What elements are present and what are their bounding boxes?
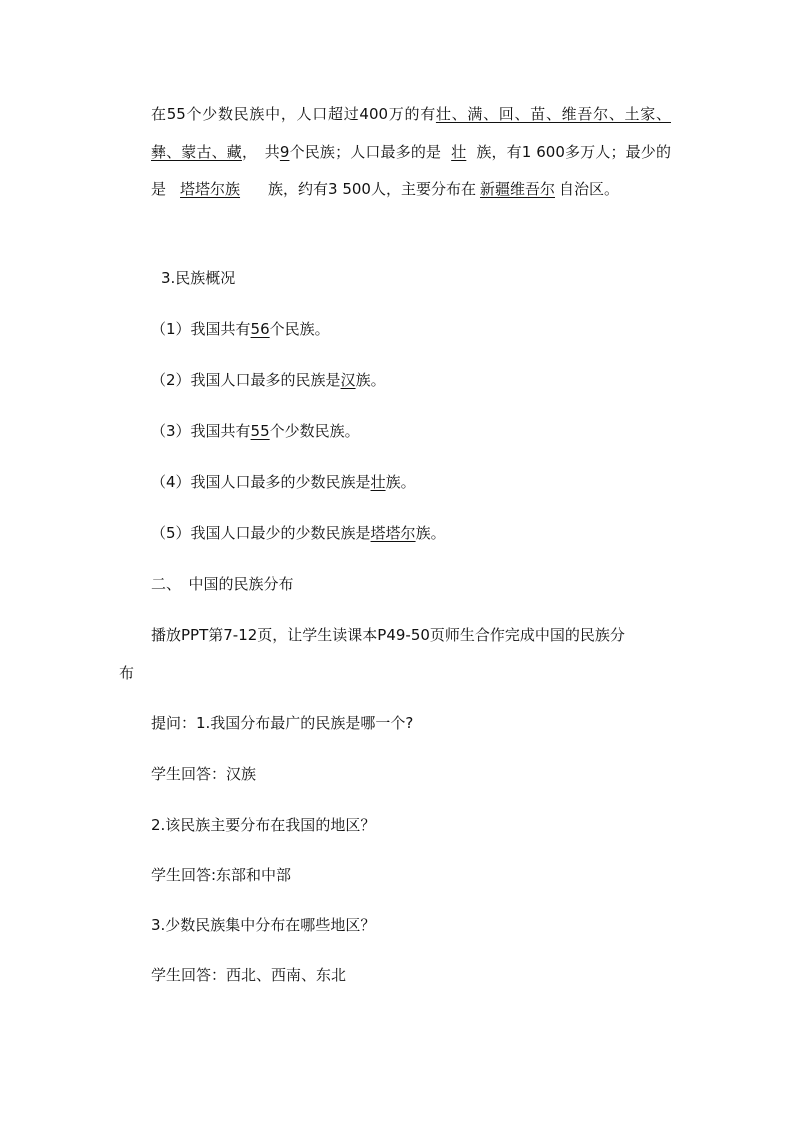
answer-count: 9 xyxy=(279,142,290,161)
intro-text-6: 自治区。 xyxy=(559,180,620,198)
overview-heading: 3.民族概况 xyxy=(161,269,236,287)
overview-item-3 xyxy=(151,421,360,441)
question-3: 3.少数民族集中分布在哪些地区？ xyxy=(151,916,376,934)
answer-least-populous: 塔塔尔族 xyxy=(180,180,241,198)
item-1-suffix: 个民族。 xyxy=(269,320,330,338)
intro-paragraph xyxy=(151,96,671,209)
instruction-line-1: 播放PPT第7-12页，让学生读课本P49-50页师生合作完成中国的民族分 xyxy=(151,626,625,644)
item-5-suffix: 族。 xyxy=(415,524,446,542)
question-2: 2.该民族主要分布在我国的地区？ xyxy=(151,816,376,834)
item-2-suffix: 族。 xyxy=(355,371,386,389)
item-5-answer: 塔塔尔 xyxy=(370,524,416,542)
intro-text-1: 在55个少数民族中，人口超过400万的有 xyxy=(151,105,436,123)
item-3-prefix: （3）我国共有 xyxy=(151,422,251,440)
intro-text-2: ， 共 xyxy=(241,142,280,161)
item-1-prefix: （1）我国共有 xyxy=(151,320,251,338)
section-2-heading: 二、 中国的民族分布 xyxy=(151,575,294,593)
overview-item-4 xyxy=(151,472,416,492)
question-1: 提问：1.我国分布最广的民族是哪一个? xyxy=(151,714,414,732)
answer-most-populous: 壮 xyxy=(451,142,467,161)
item-5-prefix: （5）我国人口最少的少数民族是 xyxy=(151,524,371,542)
overview-item-5 xyxy=(151,523,446,543)
item-4-prefix: （4）我国人口最多的少数民族是 xyxy=(151,473,371,491)
intro-text-5: 族，约有3 500人，主要分布在 xyxy=(268,180,476,198)
intro-text-3: 个民族；人口最多的是 xyxy=(289,142,442,161)
item-2-prefix: （2）我国人口最多的民族是 xyxy=(151,371,341,389)
instruction-line-2: 布 xyxy=(119,664,135,682)
overview-item-2 xyxy=(151,370,386,390)
overview-item-1 xyxy=(151,319,330,339)
intro-text-4: 族，有1 600多万人；最少的是 xyxy=(151,142,671,198)
item-2-answer: 汉 xyxy=(340,371,356,389)
item-3-answer: 55 xyxy=(250,422,270,440)
answer-large-minorities: 壮、满、回、苗、维吾尔、土家、彝、蒙古、藏 xyxy=(151,105,671,161)
answer-3: 学生回答：西北、西南、东北 xyxy=(151,966,347,984)
item-3-suffix: 个少数民族。 xyxy=(269,422,360,440)
answer-region: 新疆维吾尔 xyxy=(479,180,555,198)
item-4-answer: 壮 xyxy=(370,473,386,491)
answer-2: 学生回答:东部和中部 xyxy=(151,866,292,884)
item-4-suffix: 族。 xyxy=(385,473,416,491)
item-1-answer: 56 xyxy=(250,320,270,338)
answer-1: 学生回答：汉族 xyxy=(151,765,257,783)
